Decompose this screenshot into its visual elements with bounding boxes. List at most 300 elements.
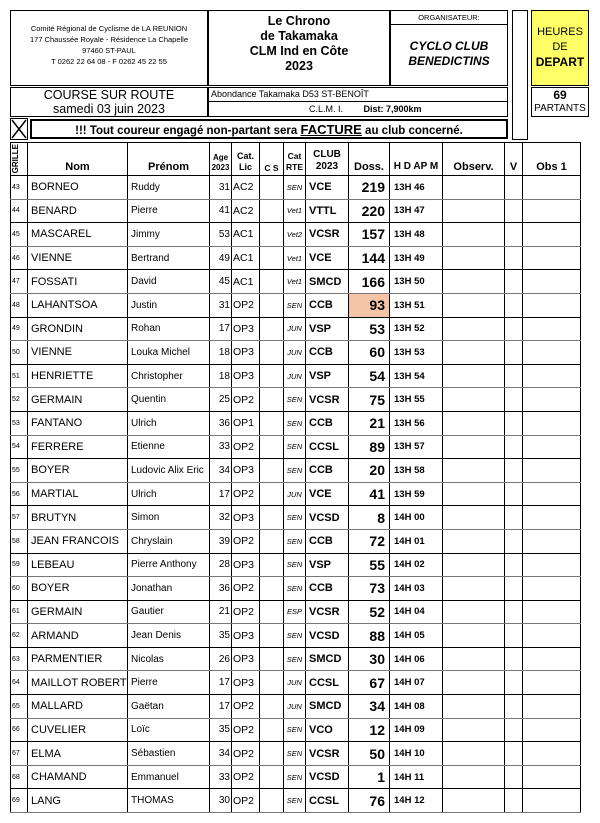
warning-suffix: au club concerné. bbox=[361, 125, 463, 137]
row-nom: BOYER bbox=[28, 459, 128, 483]
row-heure-depart: 14H 05 bbox=[390, 624, 443, 648]
row-heure-depart: 14H 10 bbox=[390, 742, 443, 766]
course-type: COURSE SUR ROUTE bbox=[43, 88, 175, 102]
warning-prefix: !!! Tout coureur engagé non-partant sera bbox=[75, 125, 301, 137]
row-prenom: Jonathan bbox=[128, 577, 210, 601]
row-age: 25 bbox=[210, 388, 232, 412]
row-dossard: 54 bbox=[349, 364, 390, 388]
row-nom: BRUTYN bbox=[28, 506, 128, 530]
row-cs bbox=[260, 742, 284, 766]
row-club: VCE bbox=[306, 176, 349, 200]
depart-line: DE bbox=[552, 41, 568, 53]
row-obs1 bbox=[523, 176, 581, 200]
table-row bbox=[11, 742, 581, 766]
row-cat-rte: JUN bbox=[284, 317, 306, 341]
row-dossard: 67 bbox=[349, 671, 390, 695]
row-age: 17 bbox=[210, 317, 232, 341]
table-row bbox=[11, 411, 581, 435]
row-age: 32 bbox=[210, 506, 232, 530]
header-nom: Nom bbox=[28, 143, 128, 176]
row-age: 18 bbox=[210, 341, 232, 365]
row-age: 35 bbox=[210, 718, 232, 742]
row-observ bbox=[443, 246, 505, 270]
row-dossard: 30 bbox=[349, 647, 390, 671]
row-v bbox=[505, 411, 523, 435]
row-nom: GRONDIN bbox=[28, 317, 128, 341]
row-dossard: 20 bbox=[349, 459, 390, 483]
row-age: 28 bbox=[210, 553, 232, 577]
row-dossard: 219 bbox=[349, 176, 390, 200]
row-dossard: 12 bbox=[349, 718, 390, 742]
table-header-row bbox=[11, 143, 581, 176]
depart-box bbox=[531, 10, 589, 86]
organiser-name: BENEDICTINS bbox=[408, 54, 490, 68]
row-obs1 bbox=[523, 529, 581, 553]
row-obs1 bbox=[523, 341, 581, 365]
row-grille: 59 bbox=[11, 553, 28, 577]
row-obs1 bbox=[523, 600, 581, 624]
row-nom: PARMENTIER bbox=[28, 647, 128, 671]
row-cat-lic: OP2 bbox=[232, 718, 260, 742]
row-observ bbox=[443, 176, 505, 200]
row-cat-lic: OP3 bbox=[232, 459, 260, 483]
row-heure-depart: 14H 01 bbox=[390, 529, 443, 553]
row-observ bbox=[443, 529, 505, 553]
row-nom: ELMA bbox=[28, 742, 128, 766]
table-row bbox=[11, 270, 581, 294]
row-heure-depart: 13H 59 bbox=[390, 482, 443, 506]
row-prenom: Etienne bbox=[128, 435, 210, 459]
row-nom: FERRERE bbox=[28, 435, 128, 459]
row-observ bbox=[443, 388, 505, 412]
row-v bbox=[505, 482, 523, 506]
row-obs1 bbox=[523, 388, 581, 412]
row-v bbox=[505, 529, 523, 553]
row-obs1 bbox=[523, 246, 581, 270]
row-obs1 bbox=[523, 624, 581, 648]
row-v bbox=[505, 789, 523, 813]
row-cat-lic: OP2 bbox=[232, 600, 260, 624]
event-title-line: 2023 bbox=[285, 59, 313, 73]
row-cs bbox=[260, 671, 284, 695]
row-cat-lic: OP2 bbox=[232, 482, 260, 506]
row-v bbox=[505, 671, 523, 695]
row-dossard: 41 bbox=[349, 482, 390, 506]
row-prenom: Jean Denis bbox=[128, 624, 210, 648]
row-nom: FANTANO bbox=[28, 411, 128, 435]
header-cat-rte: Cat RTE bbox=[284, 143, 306, 176]
row-cat-rte: JUN bbox=[284, 695, 306, 719]
header-age: Age 2023 bbox=[210, 143, 232, 176]
row-prenom: Gautier bbox=[128, 600, 210, 624]
row-nom: LAHANTSOA bbox=[28, 293, 128, 317]
row-observ bbox=[443, 647, 505, 671]
row-age: 49 bbox=[210, 246, 232, 270]
row-grille: 56 bbox=[11, 482, 28, 506]
row-grille: 48 bbox=[11, 293, 28, 317]
header-doss: Doss. bbox=[349, 143, 390, 176]
row-cat-rte: Vet1 bbox=[284, 199, 306, 223]
row-heure-depart: 14H 02 bbox=[390, 553, 443, 577]
row-age: 17 bbox=[210, 482, 232, 506]
row-club: CCSL bbox=[306, 789, 349, 813]
row-obs1 bbox=[523, 482, 581, 506]
row-dossard: 53 bbox=[349, 317, 390, 341]
row-heure-depart: 14H 00 bbox=[390, 506, 443, 530]
row-age: 34 bbox=[210, 742, 232, 766]
row-observ bbox=[443, 789, 505, 813]
row-dossard: 88 bbox=[349, 624, 390, 648]
row-heure-depart: 13H 51 bbox=[390, 293, 443, 317]
row-prenom: Nicolas bbox=[128, 647, 210, 671]
row-prenom: THOMAS bbox=[128, 789, 210, 813]
row-nom: BOYER bbox=[28, 577, 128, 601]
row-dossard: 8 bbox=[349, 506, 390, 530]
row-dossard: 73 bbox=[349, 577, 390, 601]
row-cs bbox=[260, 482, 284, 506]
row-heure-depart: 13H 54 bbox=[390, 364, 443, 388]
row-grille: 46 bbox=[11, 246, 28, 270]
row-dossard: 166 bbox=[349, 270, 390, 294]
row-cat-lic: OP3 bbox=[232, 317, 260, 341]
header-grille: GRILLE bbox=[11, 143, 28, 176]
row-cat-lic: AC1 bbox=[232, 246, 260, 270]
table-row bbox=[11, 341, 581, 365]
row-nom: HENRIETTE bbox=[28, 364, 128, 388]
row-cs bbox=[260, 435, 284, 459]
row-observ bbox=[443, 341, 505, 365]
table-row bbox=[11, 317, 581, 341]
row-nom: LANG bbox=[28, 789, 128, 813]
federation-name: Comité Régional de Cyclisme de LA REUNION bbox=[30, 24, 188, 33]
row-v bbox=[505, 577, 523, 601]
row-grille: 64 bbox=[11, 671, 28, 695]
row-age: 34 bbox=[210, 459, 232, 483]
row-heure-depart: 14H 11 bbox=[390, 765, 443, 789]
row-cat-lic: OP2 bbox=[232, 435, 260, 459]
row-club: VCSD bbox=[306, 506, 349, 530]
row-observ bbox=[443, 270, 505, 294]
course-date: samedi 03 juin 2023 bbox=[53, 102, 165, 116]
row-v bbox=[505, 506, 523, 530]
row-cs bbox=[260, 553, 284, 577]
table-row bbox=[11, 364, 581, 388]
row-grille: 43 bbox=[11, 176, 28, 200]
row-cs bbox=[260, 624, 284, 648]
row-obs1 bbox=[523, 742, 581, 766]
row-club: VCSD bbox=[306, 765, 349, 789]
cross-box bbox=[10, 118, 28, 140]
table-row bbox=[11, 671, 581, 695]
depart-line: DEPART bbox=[535, 55, 585, 69]
row-dossard: 220 bbox=[349, 199, 390, 223]
row-cat-lic: OP1 bbox=[232, 411, 260, 435]
row-v bbox=[505, 199, 523, 223]
row-observ bbox=[443, 624, 505, 648]
row-grille: 54 bbox=[11, 435, 28, 459]
partants-count: 69 bbox=[553, 88, 567, 102]
row-obs1 bbox=[523, 199, 581, 223]
row-heure-depart: 14H 04 bbox=[390, 600, 443, 624]
row-club: CCB bbox=[306, 529, 349, 553]
row-club: SMCD bbox=[306, 647, 349, 671]
header-hd: H D AP M bbox=[390, 143, 443, 176]
row-observ bbox=[443, 364, 505, 388]
row-v bbox=[505, 270, 523, 294]
row-cs bbox=[260, 529, 284, 553]
row-grille: 53 bbox=[11, 411, 28, 435]
row-cat-lic: OP3 bbox=[232, 364, 260, 388]
blank-column bbox=[512, 10, 528, 140]
start-list-table bbox=[10, 142, 581, 813]
row-grille: 57 bbox=[11, 506, 28, 530]
row-obs1 bbox=[523, 364, 581, 388]
row-club: VSP bbox=[306, 317, 349, 341]
row-obs1 bbox=[523, 411, 581, 435]
row-observ bbox=[443, 600, 505, 624]
table-row bbox=[11, 600, 581, 624]
table-row bbox=[11, 624, 581, 648]
row-cat-rte: SEN bbox=[284, 529, 306, 553]
table-row bbox=[11, 435, 581, 459]
row-dossard: 72 bbox=[349, 529, 390, 553]
row-heure-depart: 13H 55 bbox=[390, 388, 443, 412]
table-row bbox=[11, 529, 581, 553]
row-prenom: Ludovic Alix Eric bbox=[128, 459, 210, 483]
row-obs1 bbox=[523, 671, 581, 695]
row-grille: 47 bbox=[11, 270, 28, 294]
row-cat-rte: SEN bbox=[284, 506, 306, 530]
row-cs bbox=[260, 223, 284, 247]
row-nom: LEBEAU bbox=[28, 553, 128, 577]
partants-label: PARTANTS bbox=[534, 103, 586, 114]
row-nom: FOSSATI bbox=[28, 270, 128, 294]
row-heure-depart: 13H 52 bbox=[390, 317, 443, 341]
row-obs1 bbox=[523, 435, 581, 459]
row-v bbox=[505, 317, 523, 341]
row-grille: 60 bbox=[11, 577, 28, 601]
row-observ bbox=[443, 765, 505, 789]
row-cs bbox=[260, 364, 284, 388]
header-club: CLUB 2023 bbox=[306, 143, 349, 176]
event-title-line: de Takamaka bbox=[260, 29, 338, 43]
depart-line: HEURES bbox=[537, 26, 583, 38]
row-v bbox=[505, 742, 523, 766]
row-obs1 bbox=[523, 577, 581, 601]
row-observ bbox=[443, 317, 505, 341]
federation-address: 177 Chaussée Royale - Résidence La Chapelle bbox=[29, 35, 189, 44]
row-age: 26 bbox=[210, 647, 232, 671]
row-heure-depart: 13H 56 bbox=[390, 411, 443, 435]
row-grille: 65 bbox=[11, 695, 28, 719]
row-nom: MAILLOT ROBERT bbox=[28, 671, 128, 695]
event-title-block bbox=[208, 10, 390, 86]
row-prenom: Loïc bbox=[128, 718, 210, 742]
row-grille: 63 bbox=[11, 647, 28, 671]
row-prenom: Louka Michel bbox=[128, 341, 210, 365]
row-cat-rte: SEN bbox=[284, 435, 306, 459]
row-cat-lic: OP2 bbox=[232, 388, 260, 412]
table-row bbox=[11, 553, 581, 577]
row-observ bbox=[443, 506, 505, 530]
federation-phone: T 0262 22 64 08 - F 0262 45 22 55 bbox=[51, 57, 167, 66]
row-age: 30 bbox=[210, 789, 232, 813]
row-prenom: Chryslain bbox=[128, 529, 210, 553]
row-observ bbox=[443, 553, 505, 577]
row-club: VCSR bbox=[306, 742, 349, 766]
row-obs1 bbox=[523, 765, 581, 789]
event-title-line: Le Chrono bbox=[267, 14, 331, 28]
row-age: 17 bbox=[210, 695, 232, 719]
row-age: 36 bbox=[210, 411, 232, 435]
row-nom: CUVELIER bbox=[28, 718, 128, 742]
row-prenom: Gaëtan bbox=[128, 695, 210, 719]
table-row bbox=[11, 718, 581, 742]
row-prenom: Pierre bbox=[128, 199, 210, 223]
row-cat-lic: AC1 bbox=[232, 223, 260, 247]
row-v bbox=[505, 647, 523, 671]
row-v bbox=[505, 435, 523, 459]
table-row bbox=[11, 789, 581, 813]
row-grille: 49 bbox=[11, 317, 28, 341]
row-cat-lic: OP2 bbox=[232, 742, 260, 766]
row-club: VTTL bbox=[306, 199, 349, 223]
row-cat-rte: SEN bbox=[284, 553, 306, 577]
row-obs1 bbox=[523, 506, 581, 530]
row-cat-lic: OP3 bbox=[232, 341, 260, 365]
table-row bbox=[11, 246, 581, 270]
row-cs bbox=[260, 341, 284, 365]
row-v bbox=[505, 176, 523, 200]
row-nom: VIENNE bbox=[28, 341, 128, 365]
row-grille: 66 bbox=[11, 718, 28, 742]
row-nom: MALLARD bbox=[28, 695, 128, 719]
table-row bbox=[11, 765, 581, 789]
row-cat-rte: SEN bbox=[284, 718, 306, 742]
row-prenom: Christopher bbox=[128, 364, 210, 388]
row-nom: ARMAND bbox=[28, 624, 128, 648]
row-cat-rte: SEN bbox=[284, 647, 306, 671]
row-age: 17 bbox=[210, 671, 232, 695]
row-v bbox=[505, 765, 523, 789]
row-nom: BENARD bbox=[28, 199, 128, 223]
row-dossard: 52 bbox=[349, 600, 390, 624]
row-club: VCSD bbox=[306, 624, 349, 648]
row-heure-depart: 13H 46 bbox=[390, 176, 443, 200]
row-nom: GERMAIN bbox=[28, 600, 128, 624]
row-observ bbox=[443, 577, 505, 601]
row-club: CCB bbox=[306, 341, 349, 365]
location-block bbox=[208, 87, 508, 117]
row-cat-lic: OP2 bbox=[232, 577, 260, 601]
row-prenom: Sébastien bbox=[128, 742, 210, 766]
row-observ bbox=[443, 718, 505, 742]
row-cs bbox=[260, 695, 284, 719]
table-row bbox=[11, 695, 581, 719]
row-grille: 51 bbox=[11, 364, 28, 388]
row-obs1 bbox=[523, 317, 581, 341]
row-club: VCSR bbox=[306, 600, 349, 624]
row-cs bbox=[260, 459, 284, 483]
row-nom: MASCAREL bbox=[28, 223, 128, 247]
row-grille: 55 bbox=[11, 459, 28, 483]
row-age: 33 bbox=[210, 435, 232, 459]
row-cat-lic: OP2 bbox=[232, 695, 260, 719]
row-cat-rte: SEN bbox=[284, 624, 306, 648]
row-dossard: 75 bbox=[349, 388, 390, 412]
row-heure-depart: 14H 07 bbox=[390, 671, 443, 695]
row-club: VCE bbox=[306, 246, 349, 270]
row-age: 41 bbox=[210, 199, 232, 223]
row-dossard: 60 bbox=[349, 341, 390, 365]
row-age: 53 bbox=[210, 223, 232, 247]
table-row bbox=[11, 388, 581, 412]
row-grille: 67 bbox=[11, 742, 28, 766]
row-dossard: 93 bbox=[349, 293, 390, 317]
row-club: SMCD bbox=[306, 695, 349, 719]
row-heure-depart: 14H 03 bbox=[390, 577, 443, 601]
row-cat-lic: OP3 bbox=[232, 671, 260, 695]
row-heure-depart: 13H 49 bbox=[390, 246, 443, 270]
organiser-block bbox=[390, 10, 508, 86]
row-age: 31 bbox=[210, 293, 232, 317]
row-age: 35 bbox=[210, 624, 232, 648]
row-grille: 68 bbox=[11, 765, 28, 789]
organiser-name: CYCLO CLUB bbox=[409, 39, 489, 53]
row-club: VSP bbox=[306, 364, 349, 388]
table-row bbox=[11, 647, 581, 671]
row-heure-depart: 14H 12 bbox=[390, 789, 443, 813]
row-cs bbox=[260, 718, 284, 742]
row-obs1 bbox=[523, 647, 581, 671]
row-cs bbox=[260, 577, 284, 601]
row-club: CCSL bbox=[306, 435, 349, 459]
header-prenom: Prénom bbox=[128, 143, 210, 176]
row-club: CCB bbox=[306, 411, 349, 435]
row-cat-rte: Vet1 bbox=[284, 246, 306, 270]
row-nom: CHAMAND bbox=[28, 765, 128, 789]
row-cat-rte: SEN bbox=[284, 388, 306, 412]
row-cs bbox=[260, 176, 284, 200]
row-grille: 62 bbox=[11, 624, 28, 648]
row-prenom: Emmanuel bbox=[128, 765, 210, 789]
row-cat-lic: OP2 bbox=[232, 293, 260, 317]
row-dossard: 89 bbox=[349, 435, 390, 459]
row-cat-rte: Vet2 bbox=[284, 223, 306, 247]
row-prenom: Quentin bbox=[128, 388, 210, 412]
row-v bbox=[505, 388, 523, 412]
row-observ bbox=[443, 435, 505, 459]
row-club: CCB bbox=[306, 459, 349, 483]
row-dossard: 21 bbox=[349, 411, 390, 435]
row-observ bbox=[443, 199, 505, 223]
row-cs bbox=[260, 600, 284, 624]
row-prenom: Bertrand bbox=[128, 246, 210, 270]
row-dossard: 157 bbox=[349, 223, 390, 247]
row-v bbox=[505, 624, 523, 648]
cross-icon bbox=[11, 119, 27, 139]
row-v bbox=[505, 246, 523, 270]
row-cs bbox=[260, 765, 284, 789]
row-club: CCSL bbox=[306, 671, 349, 695]
row-observ bbox=[443, 223, 505, 247]
header-obs1: Obs 1 bbox=[523, 143, 581, 176]
row-dossard: 55 bbox=[349, 553, 390, 577]
row-club: VSP bbox=[306, 553, 349, 577]
table-row bbox=[11, 459, 581, 483]
row-dossard: 34 bbox=[349, 695, 390, 719]
row-heure-depart: 14H 09 bbox=[390, 718, 443, 742]
